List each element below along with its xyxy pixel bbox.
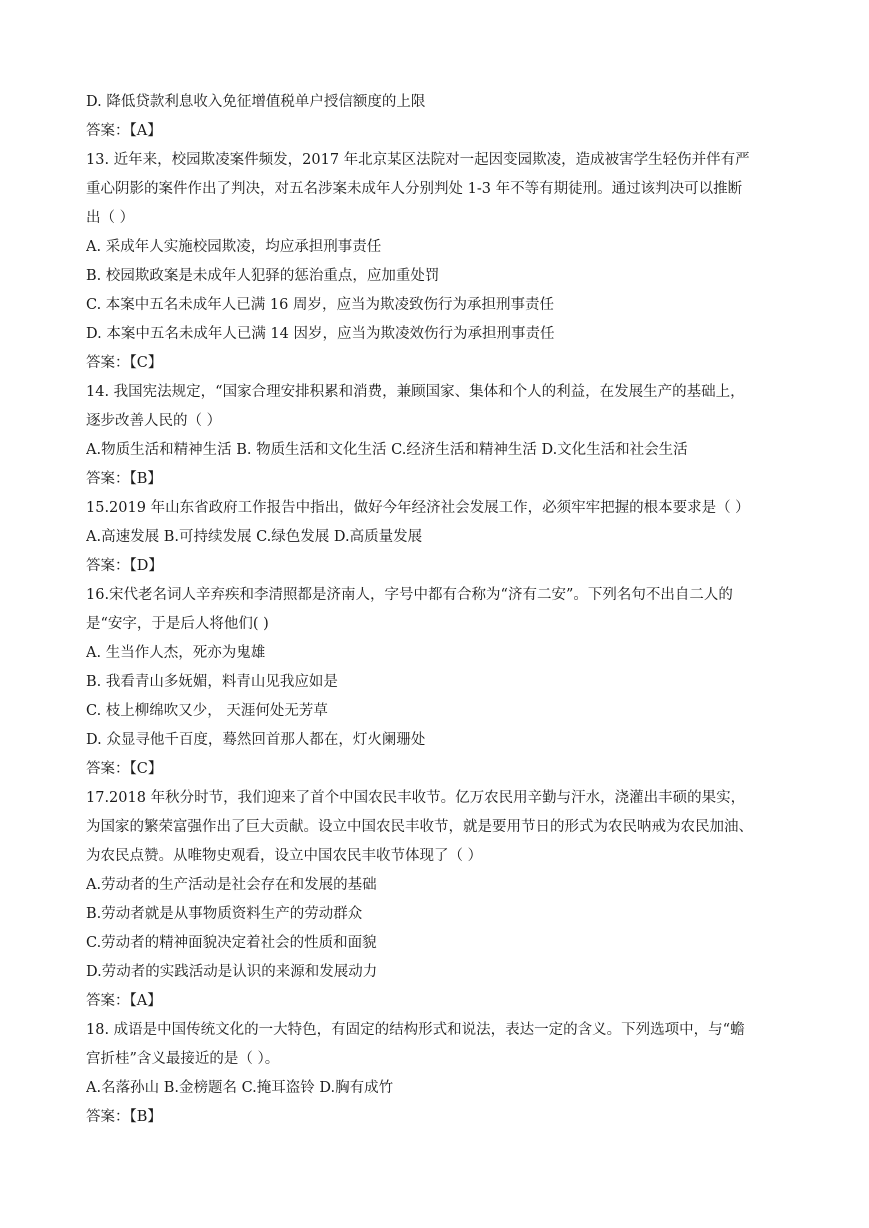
question-15-answer: 答案：【D】	[86, 558, 163, 574]
question-17-option-b: B.劳动者就是从事物质资料生产的劳动群众	[86, 906, 363, 922]
question-13-option-a: A. 采成年人实施校园欺凌，均应承担刑事责任	[86, 239, 382, 255]
answer-line: 答案：【A】	[86, 123, 162, 139]
question-18-line-1: 18. 成语是中国传统文化的一大特色，有固定的结构形式和说法，表达一定的含义。下列选项中，与“蟾	[86, 1022, 745, 1038]
question-14-options: A.物质生活和精神生活 B. 物质生活和文化生活 C.经济生活和精神生活 D.文化生活和社会生活	[86, 442, 688, 458]
question-13-option-d: D. 本案中五名未成年人已满 14 因岁，应当为欺凌效伤行为承担刑事责任	[86, 326, 555, 342]
question-13-answer: 答案：【C】	[86, 355, 163, 371]
question-13-line-1: 13. 近年来，校园欺凌案件频发，2017 年北京某区法院对一起因变园欺凌，造成被害学生轻伤并伴有严	[86, 152, 750, 168]
question-13-option-b: B. 校园欺政案是未成年人犯驿的惩治重点，应加重处罚	[86, 268, 440, 284]
question-16-option-d: D. 众显寻他千百度，蓦然回首那人都在，灯火阑珊处	[86, 732, 426, 748]
question-16-option-b: B. 我看青山多妩媚，料青山见我应如是	[86, 674, 338, 690]
question-16-line-2: 是“安字，于是后人将他们( )	[86, 616, 269, 632]
question-13-option-c: C. 本案中五名未成年人已满 16 周岁，应当为欺凌致伤行为承担刑事责任	[86, 297, 554, 313]
question-16-option-c: C. 枝上柳绵吹又少， 天涯何处无芳草	[86, 703, 328, 719]
question-17-option-d: D.劳动者的实践活动是认识的来源和发展动力	[86, 964, 378, 980]
question-15-options: A.高速发展 B.可持续发展 C.绿色发展 D.高质量发展	[86, 529, 423, 545]
question-17-answer: 答案：【A】	[86, 993, 162, 1009]
question-16-option-a: A. 生当作人杰，死亦为鬼雄	[86, 645, 266, 661]
question-14-line-1: 14. 我国宪法规定，“国家合理安排积累和消费，兼顾国家、集体和个人的利益，在发展生产的基础上，	[86, 384, 745, 400]
question-18-options: A.名落孙山 B.金榜题名 C.掩耳盗铃 D.胸有成竹	[86, 1080, 394, 1096]
question-17-line-3: 为农民点赞。从唯物史观看，设立中国农民丰收节体现了（ ）	[86, 848, 483, 864]
question-13-line-2: 重心阴影的案件作出了判决，对五名涉案未成年人分别判处 1-3 年不等有期徒刑。通过该判决可以推断	[86, 181, 743, 197]
question-16-answer: 答案：【C】	[86, 761, 163, 777]
question-17-option-a: A.劳动者的生产活动是社会存在和发展的基础	[86, 877, 377, 893]
question-17-option-c: C.劳动者的精神面貌决定着社会的性质和面貌	[86, 935, 377, 951]
option-d-line: D. 降低贷款利息收入免征增值税单户授信额度的上限	[86, 94, 426, 110]
question-17-line-1: 17.2018 年秋分时节，我们迎来了首个中国农民丰收节。亿万农民用辛勤与汗水，浇灌出丰硕的果实，	[86, 790, 746, 806]
question-14-line-2: 逐步改善人民的（ ）	[86, 413, 222, 429]
question-18-line-2: 宫折桂”含义最接近的是（ ）。	[86, 1051, 280, 1067]
question-17-line-2: 为国家的繁荣富强作出了巨大贡献。设立中国农民丰收节，就是要用节日的形式为农民呐戒为农民加油、	[86, 819, 753, 835]
question-13-line-3: 出（ ）	[86, 210, 135, 226]
question-18-answer: 答案：【B】	[86, 1109, 162, 1125]
question-14-answer: 答案：【B】	[86, 471, 162, 487]
question-15-line-1: 15.2019 年山东省政府工作报告中指出，做好今年经济社会发展工作，必须牢牢把握的根本要求是（ ）	[86, 500, 750, 516]
document-page	[86, 88, 786, 1132]
question-16-line-1: 16.宋代老名词人辛弃疾和李清照都是济南人，字号中都有合称为“济有二安”。下列名句不出自二人的	[86, 587, 733, 603]
